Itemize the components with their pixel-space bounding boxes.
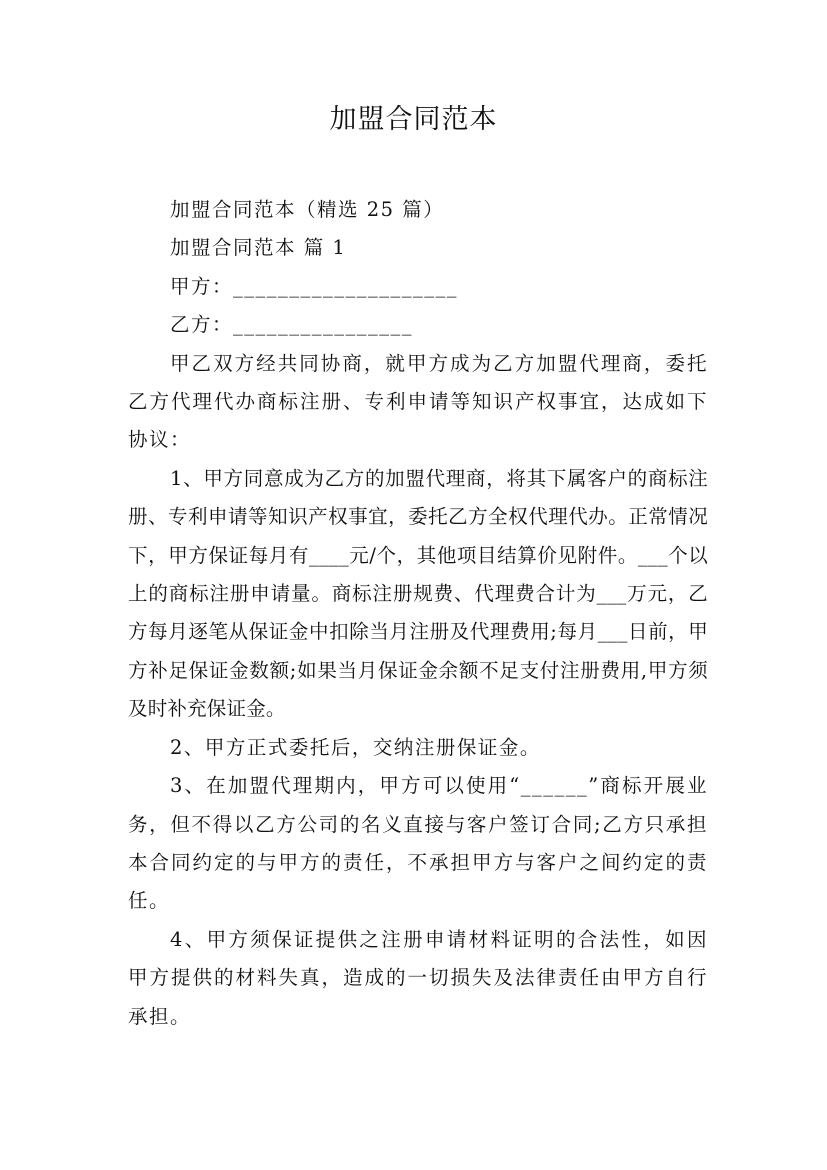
paragraph-party-b: 乙方：________________ (170, 313, 414, 337)
paragraph-clause-3: 3、在加盟代理期内，甲方可以使用“______”商标开展业务，但不得以乙方公司的名义直接与客户签订合同;乙方只承担本合同约定的与甲方的责任，不承担甲方与客户之间约定的责任。 (128, 774, 708, 913)
paragraph-section-heading: 加盟合同范本 篇 1 (170, 236, 347, 260)
paragraph-subtitle: 加盟合同范本（精选 25 篇） (170, 198, 445, 221)
paragraph-party-a: 甲方：____________________ (170, 274, 459, 298)
paragraph-clause-1: 1、甲方同意成为乙方的加盟代理商，将其下属客户的商标注册、专利申请等知识产权事宜，委托乙方全权代理代办。正常情况下，甲方保证每月有____元/个，其他项目结算价见附件。___个以上的商标注册申请量。商标注册规费、代理费合计为___万元，乙方每月逐笔从保证金中扣除当月注册及代理费用;每月___日前，甲方补足保证金数额;如果当月保证金余额不足支付注册费用,甲方须及时补充保证金。 (128, 466, 708, 721)
paragraph-clause-2: 2、甲方正式委托后，交纳注册保证金。 (170, 735, 541, 759)
document-body (128, 191, 708, 1036)
paragraph-preamble: 甲乙双方经共同协商，就甲方成为乙方加盟代理商，委托乙方代理代办商标注册、专利申请等知识产权事宜，达成如下协议： (128, 351, 708, 452)
document-title: 加盟合同范本 (329, 104, 498, 135)
paragraph-clause-4: 4、甲方须保证提供之注册申请材料证明的合法性，如因甲方提供的材料失真，造成的一切损失及法律责任由甲方自行承担。 (128, 927, 708, 1028)
